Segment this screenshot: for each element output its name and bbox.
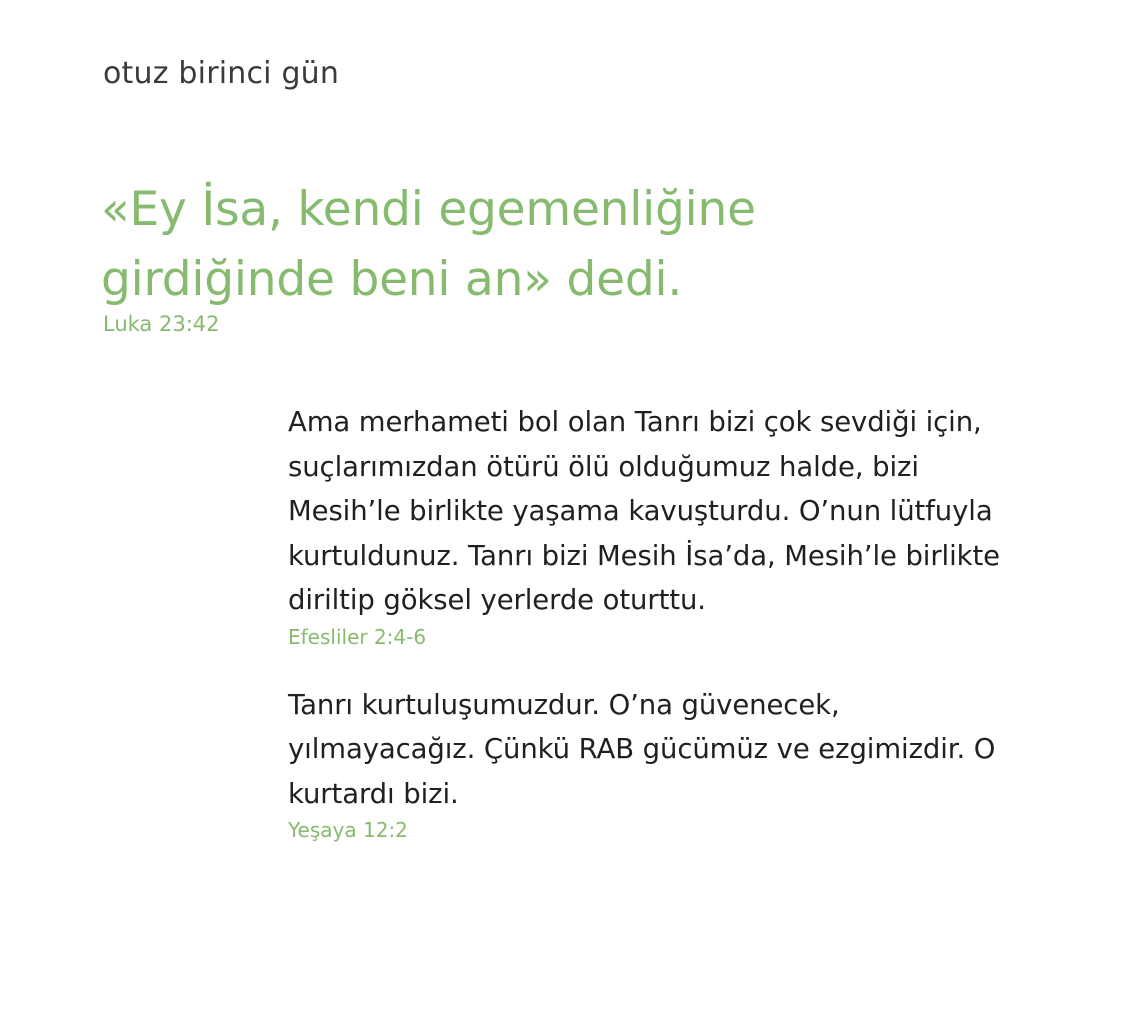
passage-list [288, 400, 1018, 868]
day-heading: otuz birinci gün [103, 56, 340, 91]
passage-block [288, 683, 1018, 843]
main-verse-reference: Luka 23:42 [103, 312, 220, 336]
main-verse-text: «Ey İsa, kendi egemenliğine girdiğinde beni an» dedi. [101, 182, 756, 307]
passage-text: Tanrı kurtuluşumuzdur. O’na güvenecek, yılmayacağız. Çünkü RAB gücümüz ve ezgimizdir. O kurtardı bizi. [288, 688, 996, 810]
passage-text: Ama merhameti bol olan Tanrı bizi çok sevdiği için, suçlarımızdan ötürü ölü olduğumuz halde, bizi Mesih’le birlikte yaşama kavuşturdu. O’nun lütfuyla kurtuldunuz. Tanrı bizi Mesih İsa’da, Mesih’le birlikte diriltip göksel yerlerde oturttu. [288, 406, 1000, 617]
passage-reference: Efesliler 2:4-6 [288, 624, 427, 649]
passage-reference: Yeşaya 12:2 [288, 818, 408, 843]
passage-block [288, 400, 1018, 649]
